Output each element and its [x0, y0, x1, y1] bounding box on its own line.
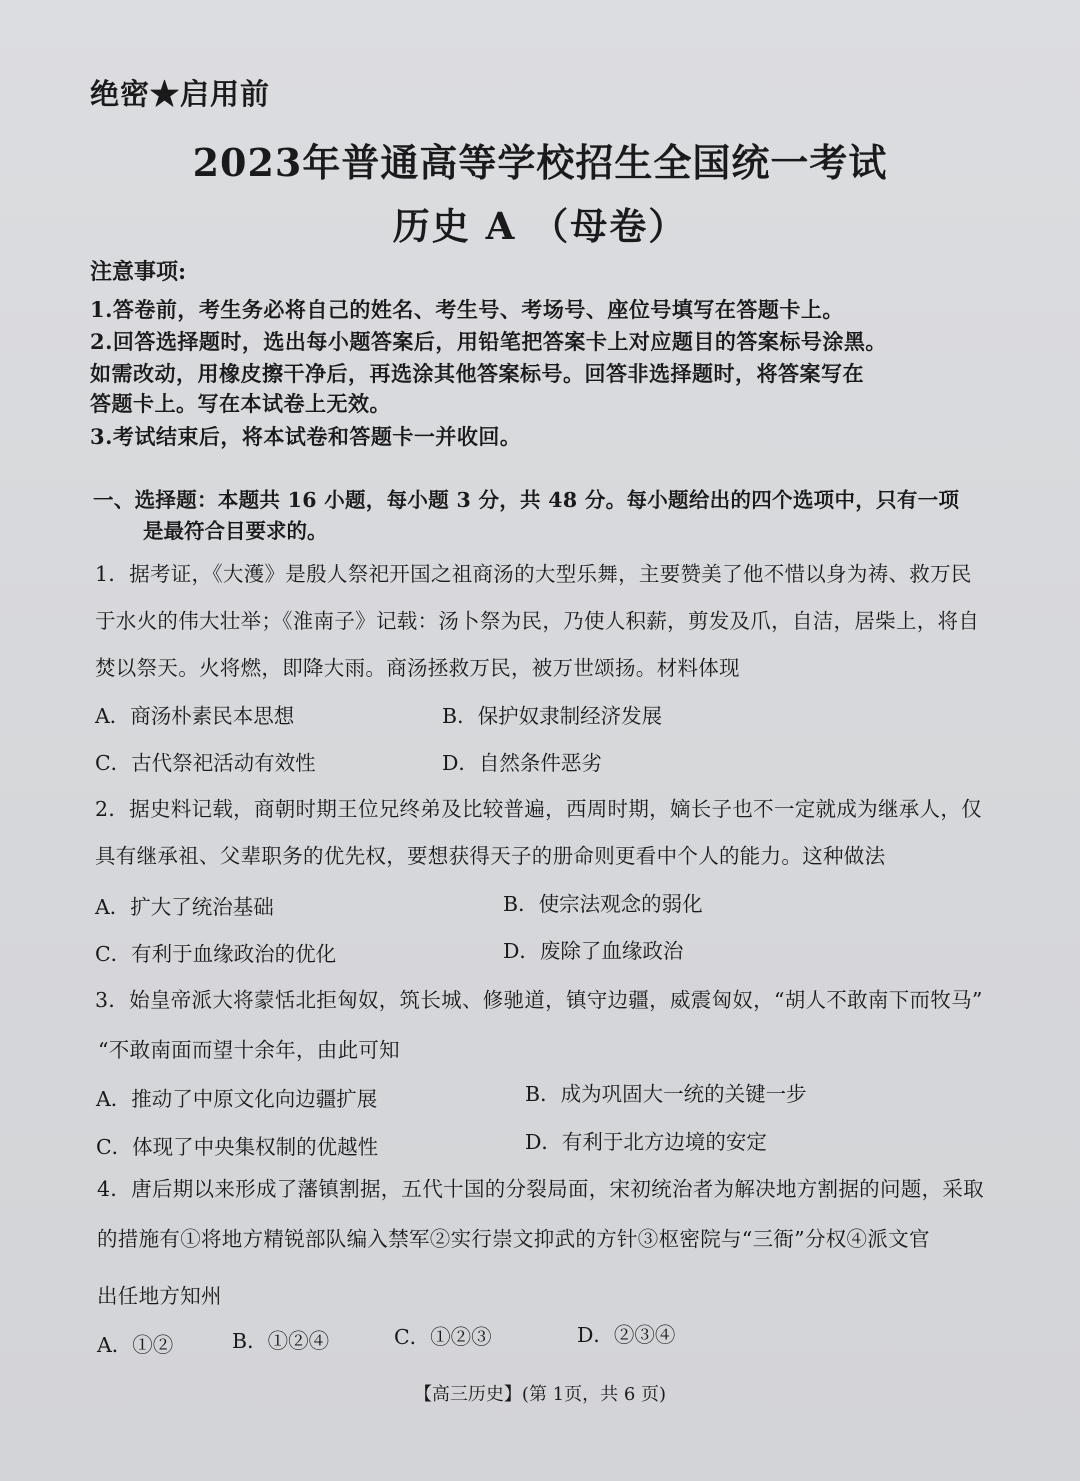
- section-heading: 一、选择题：本题共 16 小题，每小题 3 分，共 48 分。每小题给出的四个选项中，只有一项: [93, 488, 960, 512]
- question-2-option-b: B．使宗法观念的弱化: [503, 892, 703, 916]
- question-1-option-d: D．自然条件恶劣: [442, 751, 602, 775]
- question-4-line: 的措施有①将地方精锐部队编入禁军②实行崇文抑武的方针③枢密院与“三衙”分权④派文官: [97, 1227, 930, 1251]
- question-2-option-a: A．扩大了统治基础: [95, 895, 274, 919]
- question-4-option-a: A．①②: [97, 1333, 174, 1357]
- confidential-label: 绝密★启用前: [90, 77, 271, 111]
- question-4-line: 4．唐后期以来形成了藩镇割据，五代十国的分裂局面，宋初统治者为解决地方割据的问题，采取: [97, 1177, 984, 1201]
- question-2-option-d: D．废除了血缘政治: [503, 939, 684, 963]
- question-3-option-a: A．推动了中原文化向边疆扩展: [96, 1087, 378, 1111]
- question-3-option-c: C．体现了中央集权制的优越性: [96, 1135, 379, 1159]
- question-1-option-a: A．商汤朴素民本思想: [95, 704, 295, 728]
- exam-title: 2023年普通高等学校招生全国统一考试: [192, 140, 888, 185]
- question-4-option-b: B．①②④: [232, 1329, 330, 1353]
- question-3-option-b: B．成为巩固大一统的关键一步: [525, 1082, 807, 1106]
- question-1-option-b: B．保护奴隶制经济发展: [442, 704, 663, 728]
- note-line: 1.答卷前，考生务必将自己的姓名、考生号、考场号、座位号填写在答题卡上。: [90, 297, 844, 322]
- question-3-option-d: D．有利于北方边境的安定: [525, 1130, 767, 1154]
- question-2-line: 2．据史料记载，商朝时期王位兄终弟及比较普遍，西周时期，嫡长子也不一定就成为继承人，仅: [95, 797, 982, 821]
- notes-heading: 注意事项:: [90, 259, 187, 285]
- question-2-line: 具有继承祖、父辈职务的优先权，要想获得天子的册命则更看中个人的能力。这种做法: [95, 844, 886, 868]
- question-3-line: “不敢南面而望十余年，由此可知: [98, 1038, 400, 1062]
- question-1-option-c: C．古代祭祀活动有效性: [95, 751, 316, 775]
- question-2-option-c: C．有利于血缘政治的优化: [95, 942, 337, 966]
- question-4-line: 出任地方知州: [97, 1284, 222, 1308]
- question-3-line: 3．始皇帝派大将蒙恬北拒匈奴，筑长城、修驰道，镇守边疆，威震匈奴，“胡人不敢南下而牧马”: [95, 988, 983, 1012]
- note-line: 2.回答选择题时，选出每小题答案后，用铅笔把答案卡上对应题目的答案标号涂黑。: [90, 329, 887, 354]
- page-footer: 【高三历史】(第 1页，共 6 页): [413, 1384, 667, 1405]
- question-1-line: 焚以祭天。火将燃，即降大雨。商汤拯救万民，被万世颂扬。材料体现: [95, 656, 740, 680]
- question-1-line: 1．据考证，《大濩》是殷人祭祀开国之祖商汤的大型乐舞，主要赞美了他不惜以身为祷、救万民: [95, 562, 972, 586]
- note-line: 答题卡上。写在本试卷上无效。: [90, 391, 391, 416]
- note-line: 3.考试结束后，将本试卷和答题卡一并收回。: [90, 424, 522, 449]
- question-1-line: 于水火的伟大壮举；《淮南子》记载：汤卜祭为民，乃使人积薪，剪发及爪，自洁，居柴上，将自: [95, 609, 980, 633]
- exam-subtitle: 历史 A （母卷）: [392, 204, 688, 248]
- section-heading-continued: 是最符合目要求的。: [143, 519, 328, 543]
- note-line: 如需改动，用橡皮擦干净后，再选涂其他答案标号。回答非选择题时，将答案写在: [90, 361, 864, 386]
- question-4-option-c: C．①②③: [394, 1325, 492, 1349]
- question-4-option-d: D．②③④: [577, 1323, 676, 1347]
